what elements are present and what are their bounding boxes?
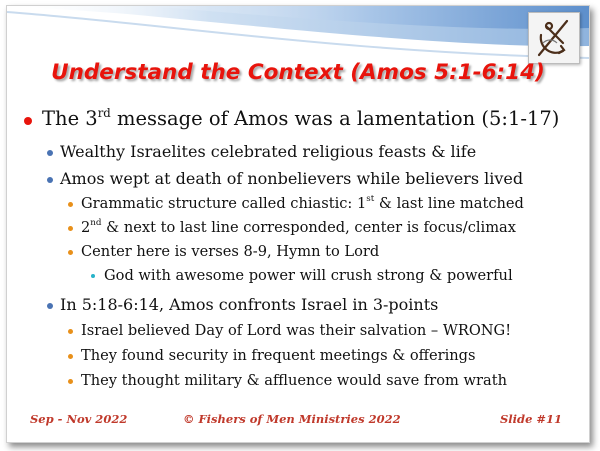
bullet-item: God with awesome power will crush strong & powerful bbox=[104, 267, 513, 284]
bullet-level2-icon bbox=[47, 303, 53, 309]
bullet-level2-icon bbox=[47, 150, 53, 156]
footer-date: Sep - Nov 2022 bbox=[30, 412, 128, 426]
footer-slide-number: Slide #11 bbox=[500, 412, 563, 426]
slide-title: Understand the Context (Amos 5:1-6:14) bbox=[51, 60, 545, 85]
bullet-level3-icon bbox=[68, 250, 73, 255]
bullet-item: Israel believed Day of Lord was their salvation – WRONG! bbox=[81, 322, 512, 339]
bullet-level1-icon bbox=[24, 117, 32, 125]
bullet-level3-icon bbox=[68, 379, 73, 384]
bullet-item: Center here is verses 8-9, Hymn to Lord bbox=[81, 243, 380, 260]
bullet-level3-icon bbox=[68, 202, 73, 207]
bullet-item: Amos wept at death of nonbelievers while believers lived bbox=[60, 169, 524, 188]
bullet-item: The 3rd message of Amos was a lamentation (5:1-17) bbox=[42, 105, 560, 130]
footer-copyright: © Fishers of Men Ministries 2022 bbox=[183, 412, 401, 426]
bullet-list bbox=[7, 6, 589, 442]
bullet-level3-icon bbox=[68, 329, 73, 334]
bullet-item: In 5:18-6:14, Amos confronts Israel in 3-points bbox=[60, 295, 439, 314]
bullet-item: Grammatic structure called chiastic: 1st & last line matched bbox=[81, 194, 524, 212]
bullet-level4-icon bbox=[91, 274, 95, 278]
bullet-level3-icon bbox=[68, 226, 73, 231]
slide bbox=[6, 5, 590, 443]
bullet-item: They found security in frequent meetings & offerings bbox=[81, 347, 476, 364]
bullet-item: They thought military & affluence would save from wrath bbox=[81, 372, 507, 389]
bullet-level3-icon bbox=[68, 354, 73, 359]
bullet-item: Wealthy Israelites celebrated religious feasts & life bbox=[60, 142, 477, 161]
bullet-level2-icon bbox=[47, 177, 53, 183]
bullet-item: 2nd & next to last line corresponded, center is focus/climax bbox=[81, 218, 516, 236]
